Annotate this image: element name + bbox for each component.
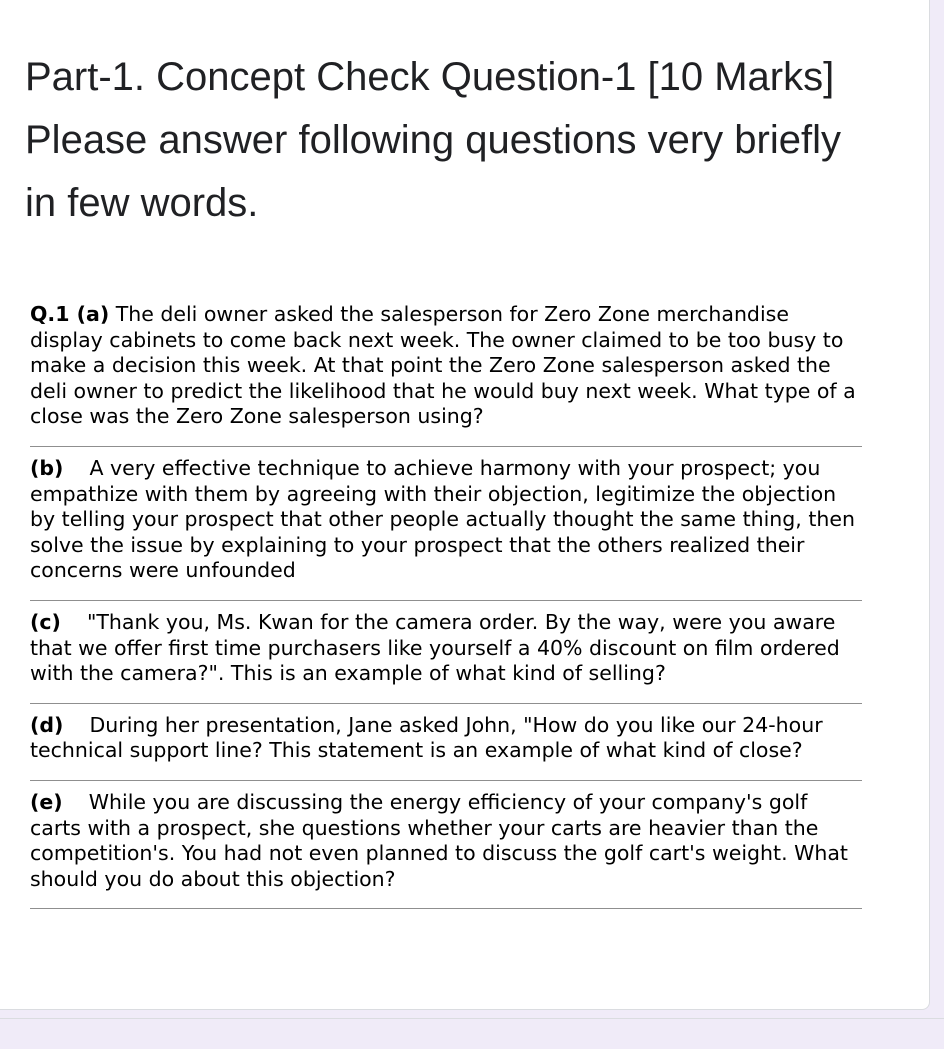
next-card-edge — [0, 1018, 944, 1049]
question-text: "Thank you, Ms. Kwan for the camera order. By the way, were you aware that we offer first time purchasers like yourself a 40% discount on film ordered with the camera?". This is an example of what kind of selling? — [30, 609, 840, 686]
question-e — [30, 781, 862, 909]
question-a — [30, 302, 862, 447]
question-text: A very effective technique to achieve harmony with your prospect; you empathize with them by agreeing with their objection, legitimize the objection by telling your prospect that other people actually thought the same thing, then solve the issue by explaining to your prospect that the others realized their concerns were unfounded — [30, 455, 855, 583]
question-d — [30, 704, 862, 781]
question-label: Q.1 (a) — [30, 302, 110, 326]
question-label: (b) — [30, 455, 64, 480]
section-title: Part-1. Concept Check Question-1 [10 Marks] Please answer following questions very briefly in few words. — [25, 55, 841, 225]
question-text: While you are discussing the energy efficiency of your company's golf carts with a prospect, she questions whether your carts are heavier than the competition's. You had not even planned to discuss the golf cart's weight. What should you do about this objection? — [30, 789, 848, 891]
question-label: (e) — [30, 789, 63, 814]
question-label: (d) — [30, 712, 64, 737]
question-c — [30, 601, 862, 704]
question-list — [30, 302, 862, 909]
question-text: During her presentation, Jane asked John, "How do you like our 24-hour technical support line? This statement is an example of what kind of close? — [30, 712, 823, 763]
question-text: The deli owner asked the salesperson for Zero Zone merchandise display cabinets to come back next week. The owner claimed to be too busy to make a decision this week. At that point the Zero Zone salesperson asked the deli owner to predict the likelihood that he would buy next week. What type of a close was the Zero Zone salesperson using? — [30, 302, 856, 429]
question-b — [30, 447, 862, 601]
question-label: (c) — [30, 609, 61, 634]
